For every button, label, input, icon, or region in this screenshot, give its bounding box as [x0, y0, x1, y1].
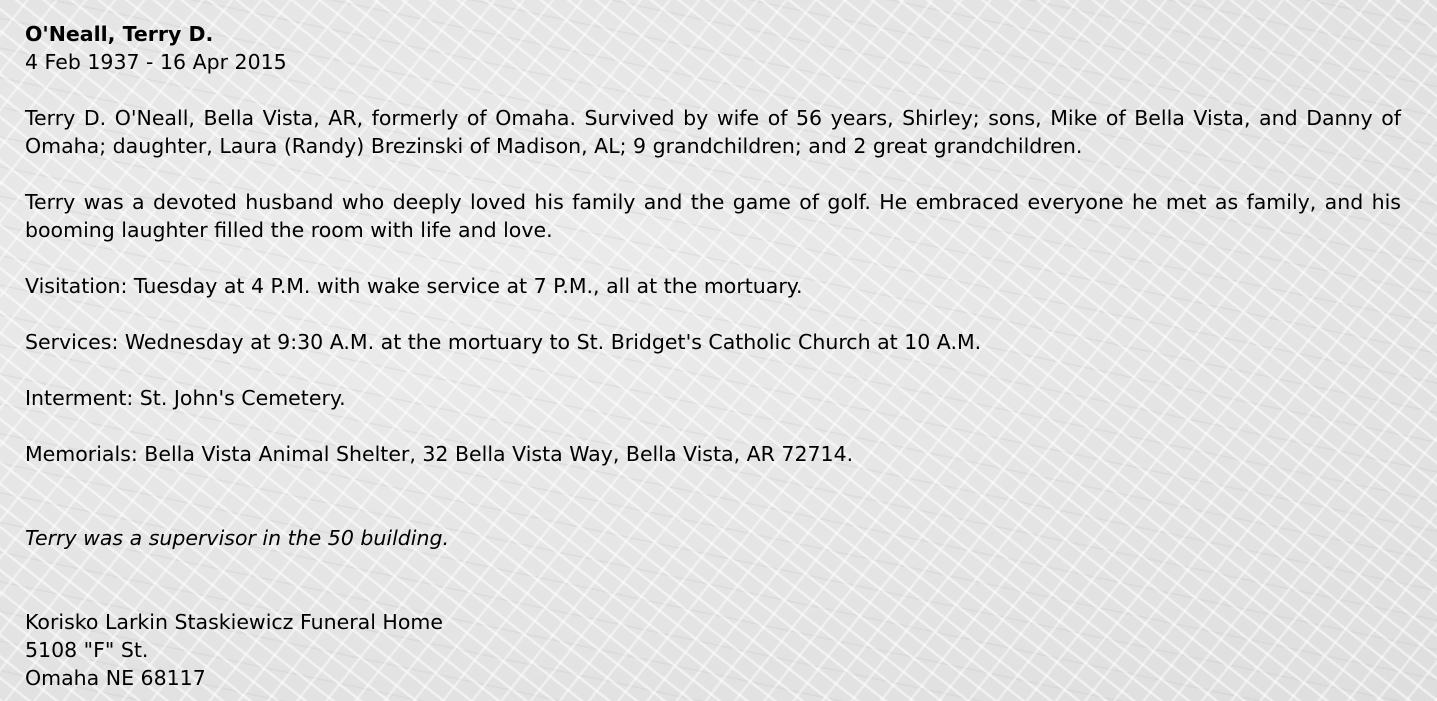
life-dates: 4 Feb 1937 - 16 Apr 2015	[25, 50, 287, 74]
supervisor-note: Terry was a supervisor in the 50 building.	[25, 526, 450, 550]
tribute-paragraph: Terry was a devoted husband who deeply loved his family and the game of golf. He embraced everyone he met as family, and his booming laughter filled the room with life and love.	[25, 190, 1401, 242]
visitation-line: Visitation: Tuesday at 4 P.M. with wake service at 7 P.M., all at the mortuary.	[25, 274, 803, 298]
funeral-home-block	[25, 608, 1401, 692]
funeral-home-name: Korisko Larkin Staskiewicz Funeral Home	[25, 610, 443, 634]
deceased-name: O'Neall, Terry D.	[25, 22, 214, 46]
funeral-home-street: 5108 "F" St.	[25, 638, 149, 662]
funeral-home-city: Omaha NE 68117	[25, 666, 206, 690]
memorials-line: Memorials: Bella Vista Animal Shelter, 32 Bella Vista Way, Bella Vista, AR 72714.	[25, 442, 854, 466]
services-line: Services: Wednesday at 9:30 A.M. at the mortuary to St. Bridget's Catholic Church at 10 A.M.	[25, 330, 982, 354]
survivors-paragraph: Terry D. O'Neall, Bella Vista, AR, formerly of Omaha. Survived by wife of 56 years, Shirley; sons, Mike of Bella Vista, and Danny of Omaha; daughter, Laura (Randy) Brezinski of Madison, AL; 9 grandchildren; and 2 great grandchildren.	[25, 106, 1401, 158]
interment-line: Interment: St. John's Cemetery.	[25, 386, 346, 410]
